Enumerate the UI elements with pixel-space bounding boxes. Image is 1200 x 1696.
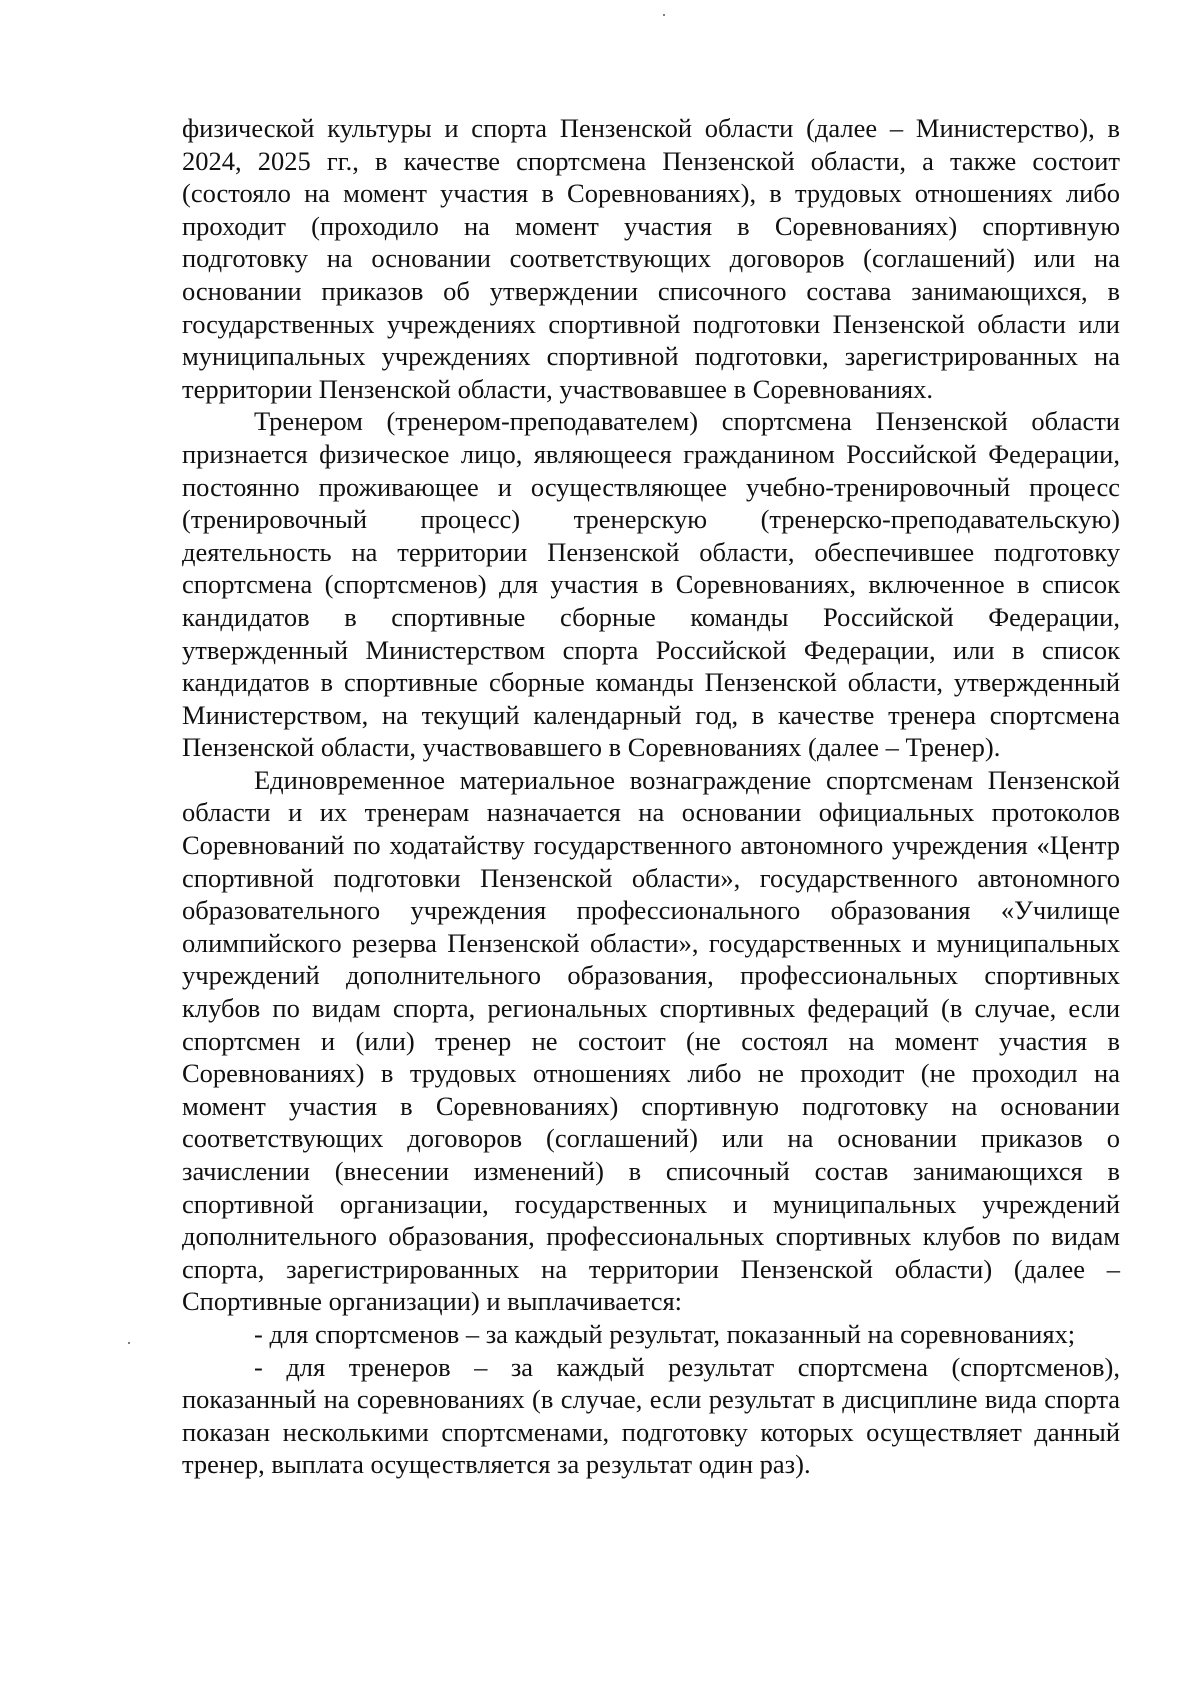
paragraph-coach-definition: Тренером (тренером-преподавателем) спортсмена Пензенской области признается физическое лицо, являющееся гражданином Российской Федерации, постоянно проживающее и осуществляющее учебно-тренировочный процесс (тренировочный процесс) тренерскую (тренерско-преподавательскую) деятельность на территории Пензенской области, обеспечившее подготовку спортсмена (спортсменов) для участия в Соревнованиях, включенное в список кандидатов в спортивные сборные команды Российской Федерации, утвержденный Министерством спорта Российской Федерации, или в список кандидатов в спортивные сборные команды Пензенской области, утвержденный Министерством, на текущий календарный год, в качестве тренера спортсмена Пензенской области, участвовавшего в Соревнованиях (далее – Тренер). <box>182 406 1120 763</box>
document-page <box>182 112 1120 1481</box>
list-item-coaches: - для тренеров – за каждый результат спортсмена (спортсменов), показанный на соревнованиях (в случае, если результат в дисциплине вида спорта показан несколькими спортсменами, подготовку которых осуществляет данный тренер, выплата осуществляется за результат один раз). <box>182 1351 1120 1480</box>
scan-speck <box>663 14 665 16</box>
paragraph-athlete-definition: физической культуры и спорта Пензенской области (далее – Министерство), в 2024, 2025 гг., в качестве спортсмена Пензенской области, а также состоит (состояло на момент участия в Соревнованиях), в трудовых отношениях либо проходит (проходило на момент участия в Соревнованиях) спортивную подготовку на основании соответствующих договоров (соглашений) или на основании приказов об утверждении списочного состава занимающихся, в государственных учреждениях спортивной подготовки Пензенской области или муниципальных учреждениях спортивной подготовки, зарегистрированных на территории Пензенской области, участвовавшее в Соревнованиях. <box>182 113 1120 404</box>
list-item-athletes: - для спортсменов – за каждый результат, показанный на соревнованиях; <box>254 1318 1076 1349</box>
scan-speck <box>128 1342 130 1344</box>
paragraph-reward-basis: Единовременное материальное вознаграждение спортсменам Пензенской области и их тренерам назначается на основании официальных протоколов Соревнований по ходатайству государственного автономного учреждения «Центр спортивной подготовки Пензенской области», государственного автономного образовательного учреждения профессионального образования «Училище олимпийского резерва Пензенской области», государственных и муниципальных учреждений дополнительного образования, профессиональных спортивных клубов по видам спорта, региональных спортивных федераций (в случае, если спортсмен и (или) тренер не состоит (не состоял на момент участия в Соревнованиях) в трудовых отношениях либо не проходит (не проходил на момент участия в Соревнованиях) спортивную подготовку на основании соответствующих договоров (соглашений) или на основании приказов о зачислении (внесении изменений) в списочный состав занимающихся в спортивной организации, государственных и муниципальных учреждений дополнительного образования, профессиональных спортивных клубов по видам спорта, зарегистрированных на территории Пензенской области) (далее – Спортивные организации) и выплачивается: <box>182 764 1120 1317</box>
